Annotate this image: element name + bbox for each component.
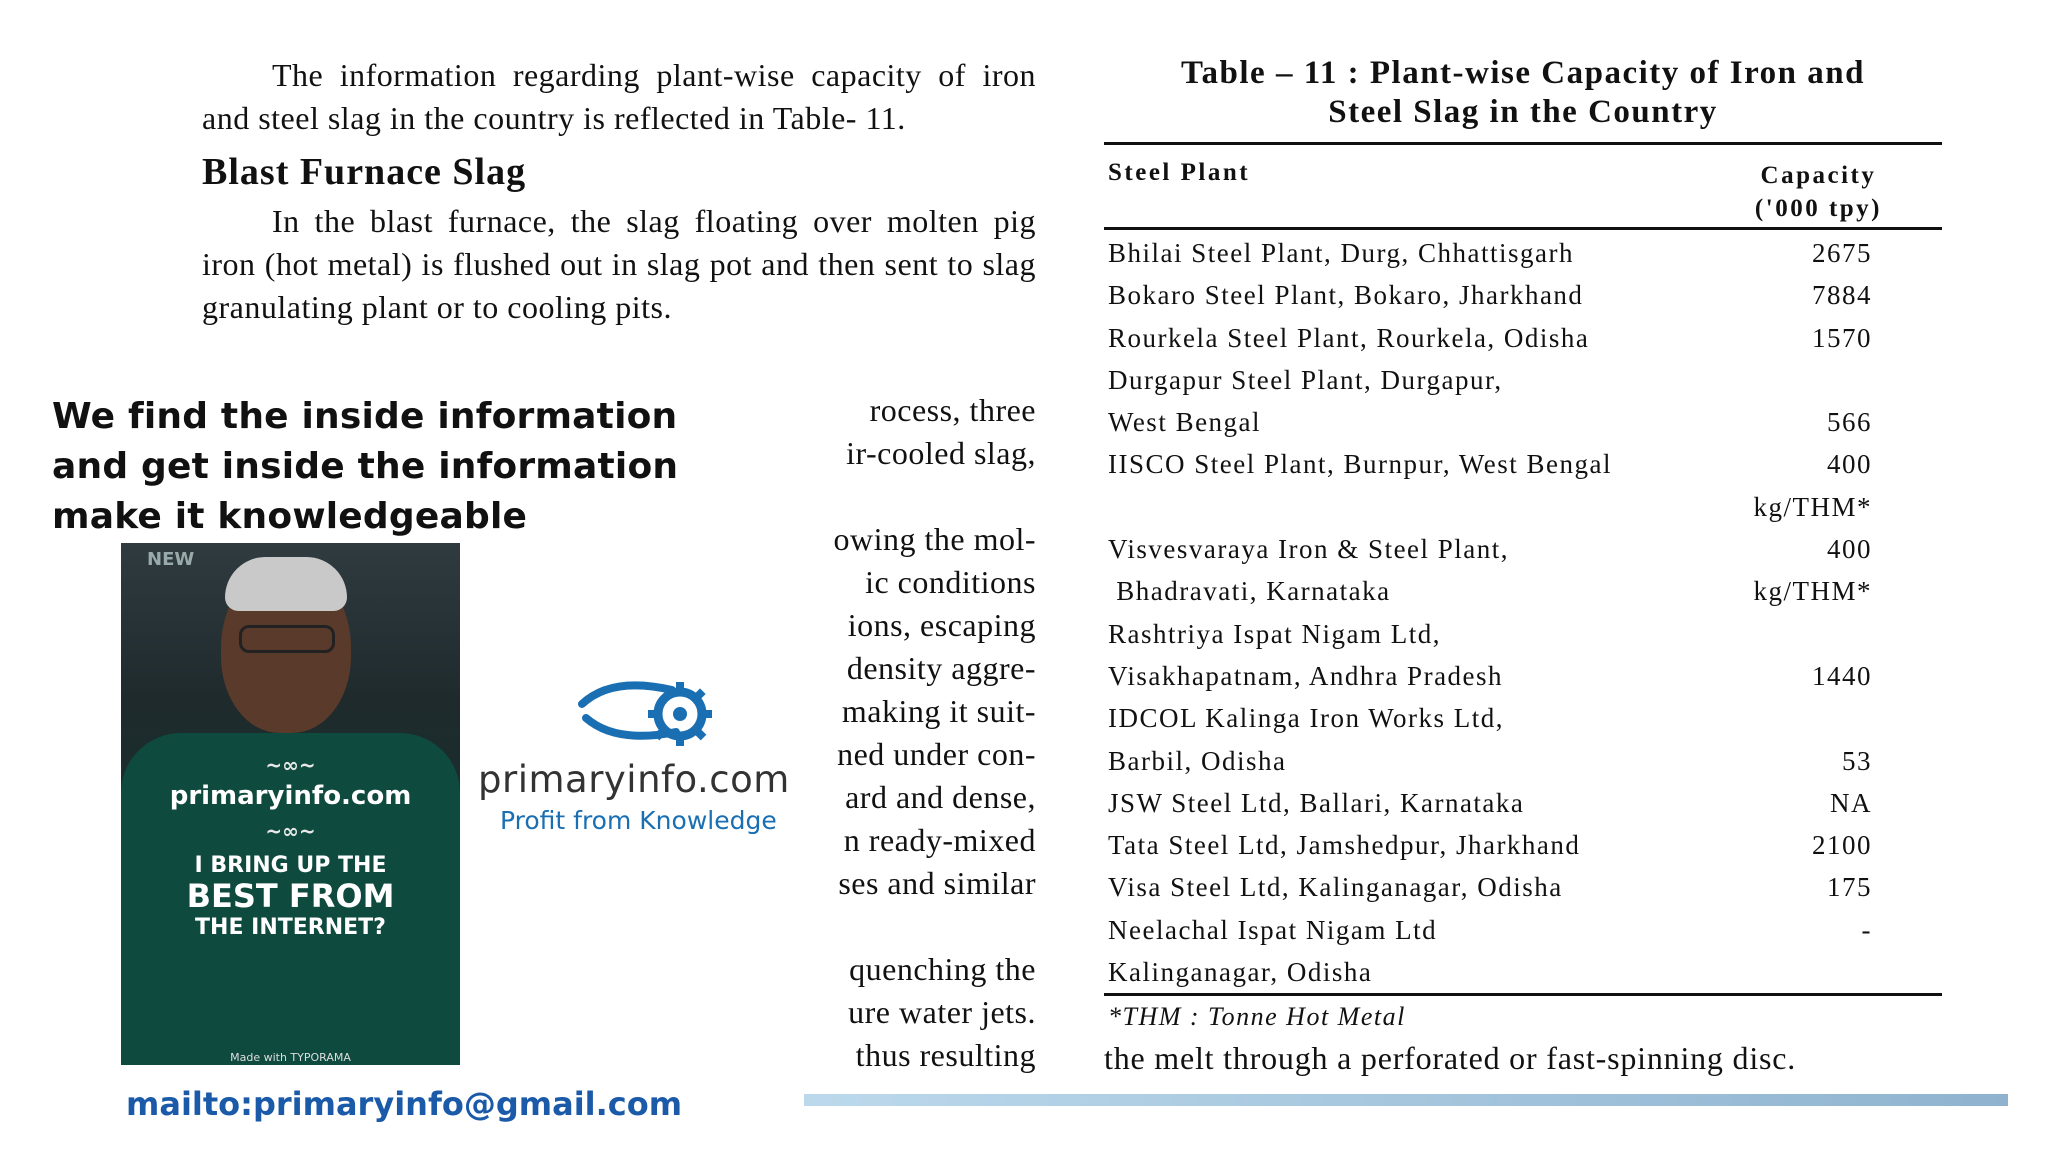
capacity-cell: 566 (1827, 407, 1872, 438)
capacity-cell: 400 (1827, 534, 1872, 565)
capacity-cell: 2100 (1812, 830, 1872, 861)
glasses-icon (239, 625, 335, 653)
table-title-line: Table – 11 : Plant-wise Capacity of Iron and (1181, 55, 1865, 91)
table-row (1104, 909, 1942, 951)
fragment-line: ir-cooled slag, (846, 435, 1036, 471)
made-with-label: Made with TYPORAMA (230, 1051, 351, 1064)
email-link[interactable]: mailto:primaryinfo@gmail.com (126, 1085, 683, 1123)
table-row (1104, 740, 1942, 782)
table-title (1104, 54, 1942, 132)
shirt-line: BEST FROM (186, 877, 395, 915)
table-row (1104, 782, 1942, 824)
table-header (1104, 145, 1942, 227)
plant-cell: Durgapur Steel Plant, Durgapur, (1108, 364, 1503, 395)
ornament-icon: ~∞~ (265, 753, 316, 777)
plant-cell: Neelachal Ispat Nigam Ltd (1108, 914, 1438, 945)
fragment-line: ned under con- (837, 736, 1036, 772)
gear-logo-icon (572, 674, 720, 752)
table-row (1104, 528, 1942, 570)
capacity-header-line: Capacity (1760, 162, 1877, 189)
fragment-line: ions, escaping (847, 607, 1036, 643)
plant-cell: Visvesvaraya Iron & Steel Plant, (1108, 534, 1510, 565)
promo-caption (52, 392, 678, 542)
shirt-site: primaryinfo.com (169, 781, 412, 811)
capacity-cell: 1570 (1812, 322, 1872, 353)
table-row (1104, 486, 1942, 528)
table-title-line: Steel Slag in the Country (1328, 94, 1718, 130)
left-column (202, 54, 1036, 329)
column-header-capacity (1755, 159, 1882, 225)
table-bottom-rule (1104, 993, 1942, 996)
plant-cell: JSW Steel Ltd, Ballari, Karnataka (1108, 787, 1525, 818)
fragment-line: n ready-mixed (843, 822, 1036, 858)
capacity-cell: 1440 (1812, 660, 1872, 691)
table-row (1104, 274, 1942, 316)
capacity-cell: 2675 (1812, 238, 1872, 268)
capacity-cell: 7884 (1812, 280, 1872, 311)
capacity-table (1104, 54, 1942, 1032)
fragment-line: owing the mol- (833, 521, 1036, 557)
table-row (1104, 866, 1942, 908)
plant-cell: Rashtriya Ispat Nigam Ltd, (1108, 618, 1441, 649)
shirt-line: THE INTERNET? (195, 915, 386, 940)
presenter-photo (121, 543, 460, 1065)
fragment-line: making it suit- (841, 693, 1036, 729)
fragment-line: density aggre- (846, 650, 1036, 686)
plant-cell: Visakhapatnam, Andhra Pradesh (1108, 660, 1504, 691)
table-row (1104, 951, 1942, 993)
caption-line: and get inside the information (52, 446, 679, 487)
column-header-plant: Steel Plant (1108, 159, 1251, 186)
plant-cell: Visa Steel Ltd, Kalinganagar, Odisha (1108, 872, 1563, 903)
table-row (1104, 401, 1942, 443)
capacity-cell: NA (1830, 787, 1872, 818)
person-hair (225, 557, 347, 611)
wall-sign: NEW (147, 549, 195, 570)
capacity-header-line: ('000 tpy) (1754, 195, 1882, 222)
shirt-line: I BRING UP THE (194, 853, 387, 878)
plant-cell: West Bengal (1108, 407, 1262, 438)
fragment-line (804, 905, 1036, 948)
caption-line: We find the inside information (52, 396, 678, 437)
intro-paragraph: The information regarding plant-wise capacity of iron and steel slag in the country is reflected in Table- 11. (202, 57, 1036, 136)
fragment-line: ard and dense, (845, 779, 1036, 815)
table-row (1104, 232, 1942, 274)
continuation-line: the melt through a perforated or fast-spinning disc. (1104, 1040, 1797, 1076)
plant-cell: Bhadravati, Karnataka (1108, 576, 1391, 607)
capacity-cell: - (1861, 914, 1872, 945)
table-row (1104, 824, 1942, 866)
table-row (1104, 613, 1942, 655)
table-row (1104, 359, 1942, 401)
plant-cell: IISCO Steel Plant, Burnpur, West Bengal (1108, 449, 1612, 480)
body-paragraph: In the blast furnace, the slag floating over molten pig iron (hot metal) is flushed out in slag pot and then sent to slag granulating plant or to cooling pits. (202, 203, 1036, 325)
ornament-icon: ~∞~ (265, 819, 316, 843)
logo-name: primaryinfo.com (478, 758, 790, 801)
capacity-cell: 53 (1842, 745, 1872, 776)
fragment-line: ic conditions (865, 564, 1036, 600)
plant-cell: Barbil, Odisha (1108, 745, 1287, 776)
section-heading: Blast Furnace Slag (202, 151, 527, 193)
plant-cell: Bhilai Steel Plant, Durg, Chhattisgarh (1108, 238, 1574, 268)
capacity-cell: kg/THM* (1753, 576, 1872, 607)
table-row (1104, 443, 1942, 485)
fragment-line: thus resulting (855, 1037, 1036, 1073)
table-row (1104, 697, 1942, 739)
table-row (1104, 317, 1942, 359)
capacity-cell: 400 (1827, 449, 1872, 480)
logo-tagline: Profit from Knowledge (500, 806, 777, 835)
table-footnote: *THM : Tonne Hot Metal (1108, 1002, 1406, 1032)
plant-cell: Rourkela Steel Plant, Rourkela, Odisha (1108, 322, 1590, 353)
caption-line: make it knowledgeable (52, 496, 528, 537)
fragment-line: rocess, three (869, 392, 1036, 428)
plant-cell: Kalinganagar, Odisha (1108, 957, 1373, 988)
plant-cell: Tata Steel Ltd, Jamshedpur, Jharkhand (1108, 830, 1581, 861)
fragment-line: ure water jets. (848, 994, 1036, 1030)
text-fragments (804, 389, 1036, 1077)
plant-cell: Bokaro Steel Plant, Bokaro, Jharkhand (1108, 280, 1584, 311)
bottom-accent-bar (804, 1094, 2008, 1106)
fragment-line: quenching the (849, 951, 1036, 987)
table-body (1104, 230, 1942, 993)
fragment-line: ses and similar (838, 865, 1036, 901)
fragment-line (804, 475, 1036, 518)
capacity-cell: kg/THM* (1753, 491, 1872, 522)
plant-cell: IDCOL Kalinga Iron Works Ltd, (1108, 703, 1505, 734)
capacity-cell: 175 (1827, 872, 1872, 903)
table-row (1104, 570, 1942, 612)
table-row (1104, 655, 1942, 697)
